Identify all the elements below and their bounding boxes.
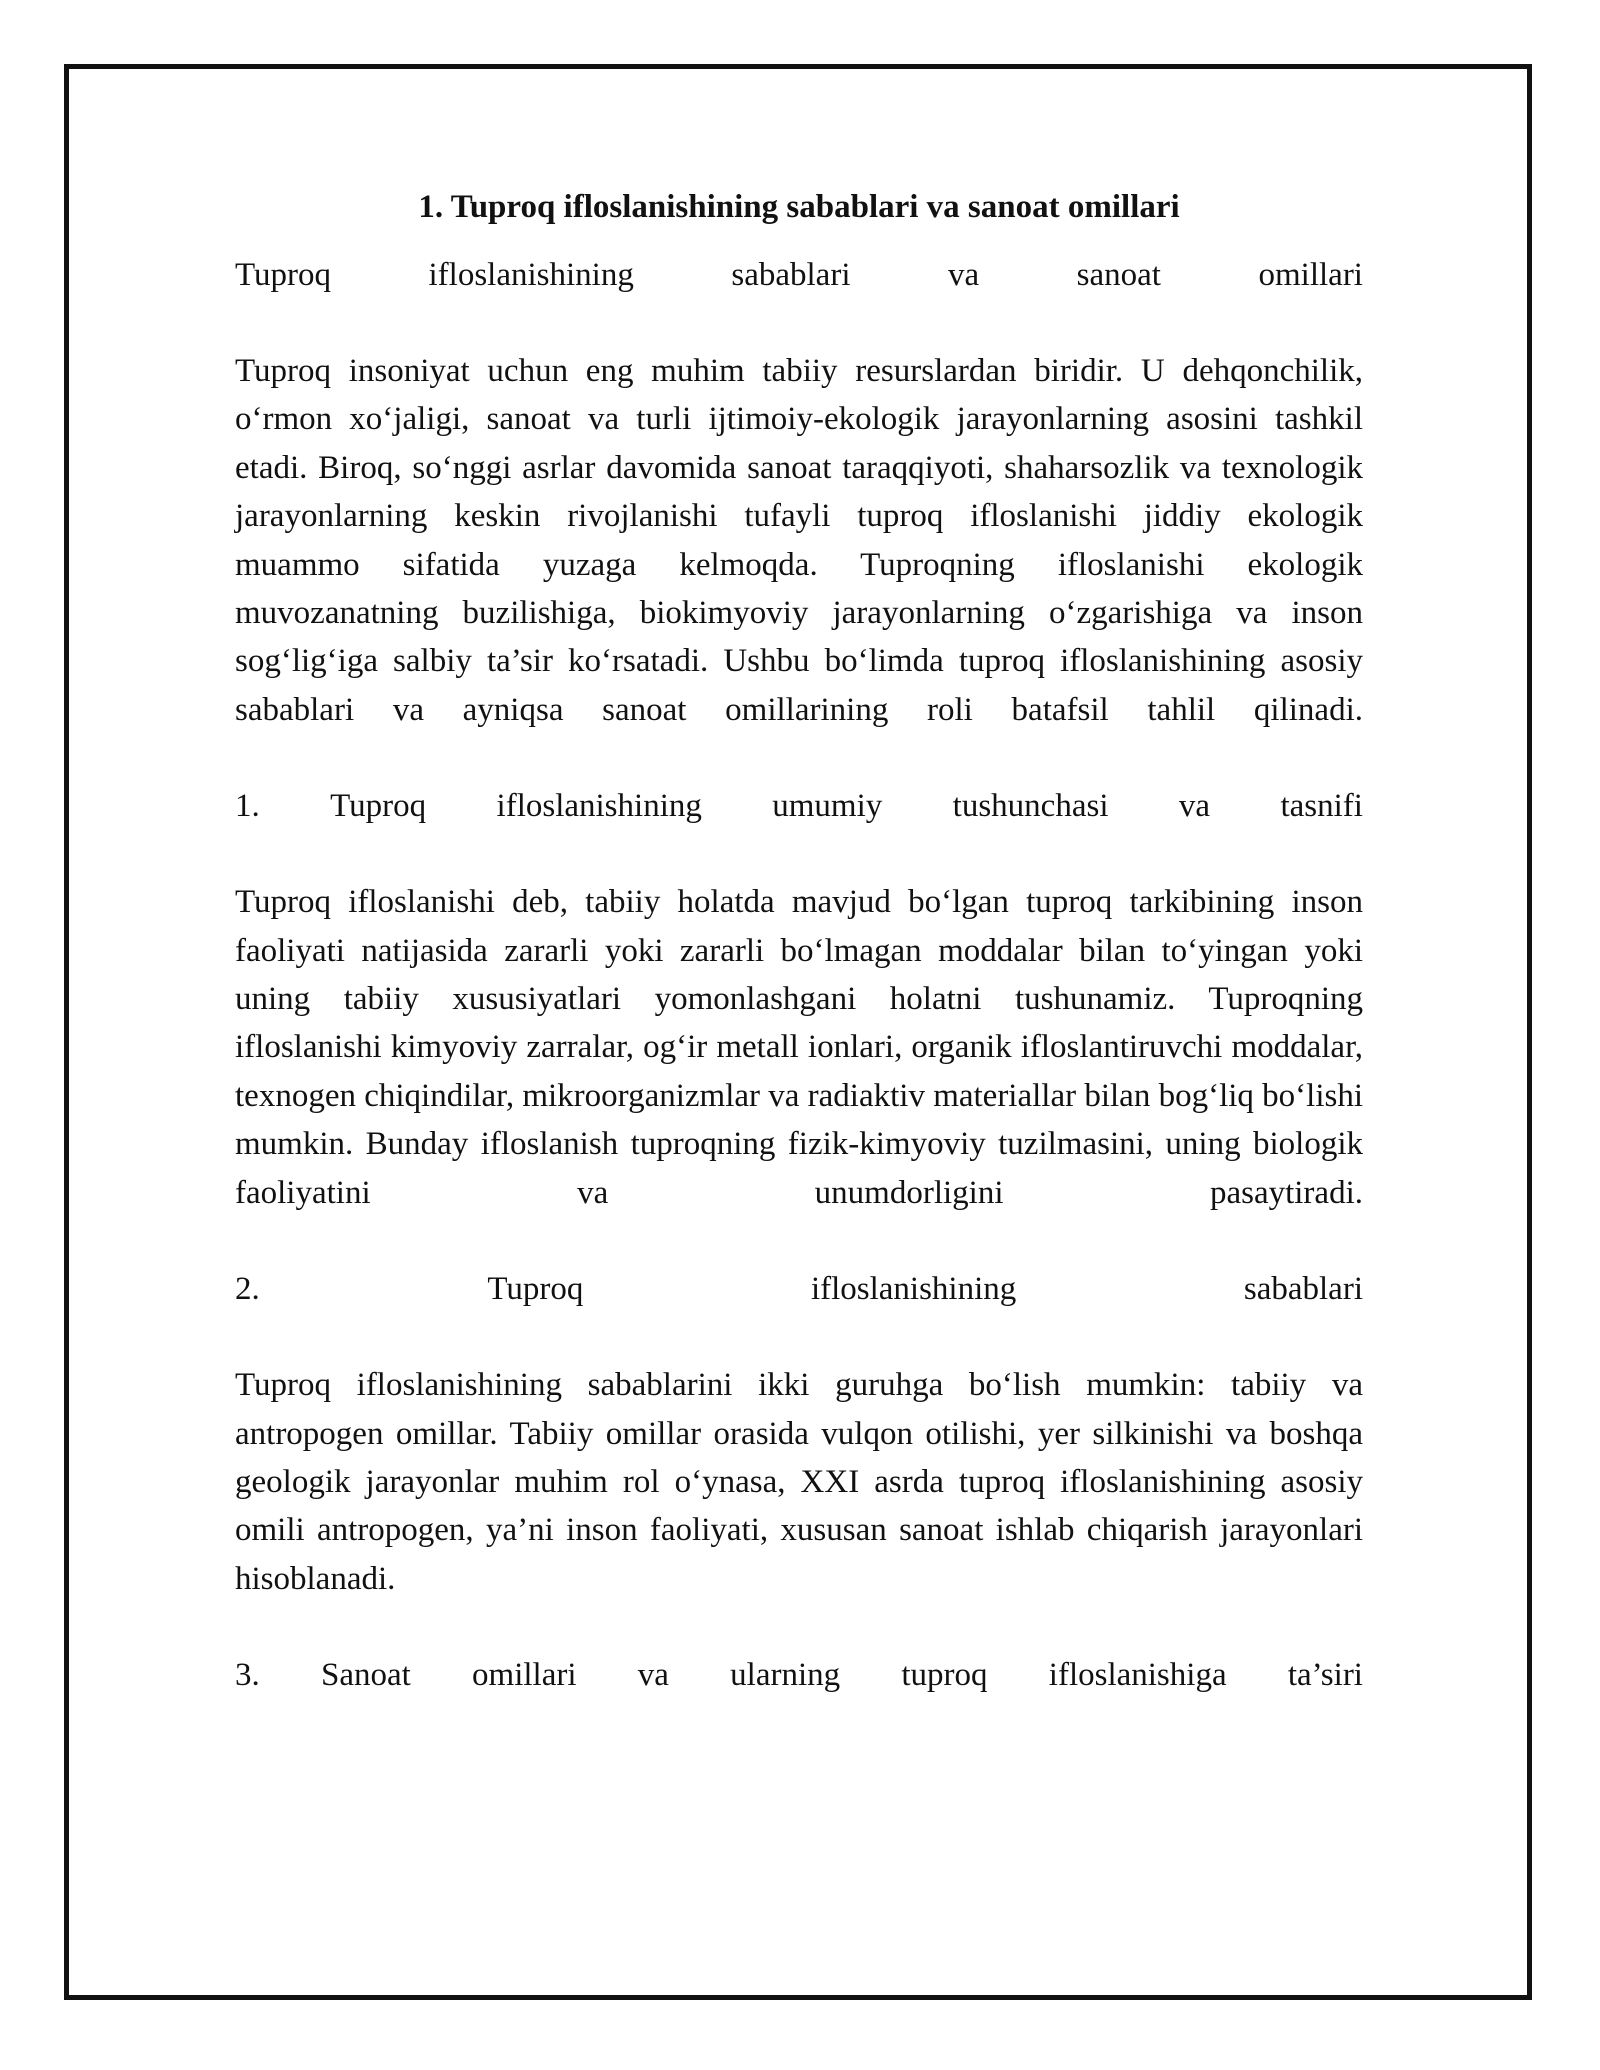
paragraph-spacer xyxy=(235,299,1363,347)
heading-word: 3. xyxy=(235,1657,260,1694)
section1-paragraph: Tuproq ifloslanishi deb, tabiiy holatda mavjud bo‘lgan tuproq tarkibining inson faoliyati natijasida zararli yoki zararli bo‘lmagan moddalar bilan to‘yingan yoki uning tabiiy xususiyatlari yomonlashgani holatni tushunamiz. Tuproqning ifloslanishi kimyoviy zarralar, og‘ir metall ionlari, organik ifloslantiruvchi moddalar, texnogen chiqindilar, mikroorganizmlar va radiaktiv materiallar bilan bog‘liq bo‘lishi mumkin. Bunday ifloslanish tuproqning fizik-kimyoviy tuzilmasini, uning biologik faoliyatini va unumdorligini pasaytiradi. xyxy=(235,884,1363,1211)
heading-word: va xyxy=(637,1657,669,1694)
heading-word: Tuproq xyxy=(487,1271,584,1308)
paragraph-spacer xyxy=(235,1217,1363,1265)
document-body xyxy=(235,183,1363,1699)
intro-paragraph: Tuproq insoniyat uchun eng muhim tabiiy resurslardan biridir. U dehqonchilik, o‘rmon xo‘jaligi, sanoat va turli ijtimoiy-ekologik jarayonlarning asosini tashkil etadi. Biroq, so‘nggi asrlar davomida sanoat taraqqiyoti, shaharsozlik va texnologik jarayonlarning keskin rivojlanishi tufayli tuproq ifloslanishi jiddiy ekologik muammo sifatida yuzaga kelmoqda. Tuproqning ifloslanishi ekologik muvozanatning buzilishiga, biokimyoviy jarayonlarning o‘zgarishiga va inson sog‘lig‘iga salbiy ta’sir ko‘rsatadi. Ushbu bo‘limda tuproq ifloslanishining asosiy sabablari va ayniqsa sanoat omillarining roli batafsil tahlil qilinadi. xyxy=(235,353,1363,728)
heading-word: 1. xyxy=(235,788,260,825)
subtitle-word: sabablari xyxy=(731,257,851,293)
heading-word: umumiy xyxy=(772,788,883,825)
heading-word: va xyxy=(1178,788,1211,825)
subtitle-line xyxy=(235,251,1363,299)
heading-word: tuproq xyxy=(901,1657,988,1694)
heading-word: tasnifi xyxy=(1280,788,1363,825)
paragraph-spacer xyxy=(235,734,1363,782)
heading-word: omillari xyxy=(472,1657,577,1694)
heading-word: 2. xyxy=(235,1271,260,1308)
section2-heading xyxy=(235,1265,1363,1313)
paragraph-spacer xyxy=(235,830,1363,878)
heading-word: ifloslanishining xyxy=(496,788,702,825)
heading-word: ifloslanishining xyxy=(810,1271,1017,1308)
paragraph-spacer xyxy=(235,1313,1363,1361)
heading-word: Sanoat xyxy=(320,1657,411,1694)
subtitle-word: ifloslanishining xyxy=(428,257,634,293)
heading-word: tushunchasi xyxy=(952,788,1109,825)
subtitle-word: Tuproq xyxy=(235,257,331,293)
section2-paragraph: Tuproq ifloslanishining sabablarini ikki guruhga bo‘lish mumkin: tabiiy va antropogen omillar. Tabiiy omillar orasida vulqon otilishi, yer silkinishi va boshqa geologik jarayonlar muhim rol o‘ynasa, XXI asrda tuproq ifloslanishining asosiy omili antropogen, ya’ni inson faoliyati, xususan sanoat ishlab chiqarish jarayonlari hisoblanadi. xyxy=(235,1367,1363,1597)
heading-word: ta’siri xyxy=(1287,1657,1363,1694)
subtitle-word: sanoat xyxy=(1076,257,1161,293)
document-title: 1. Tuproq ifloslanishining sabablari va sanoat omillari xyxy=(418,189,1180,225)
subtitle-word: omillari xyxy=(1258,257,1363,293)
heading-word: ularning xyxy=(730,1657,841,1694)
heading-word: sabablari xyxy=(1243,1271,1363,1308)
subtitle-word: va xyxy=(948,257,980,293)
section1-heading xyxy=(235,782,1363,830)
section3-heading xyxy=(235,1651,1363,1699)
heading-word: ifloslanishiga xyxy=(1048,1657,1227,1694)
heading-word: Tuproq xyxy=(330,788,427,825)
paragraph-spacer xyxy=(235,1603,1363,1651)
